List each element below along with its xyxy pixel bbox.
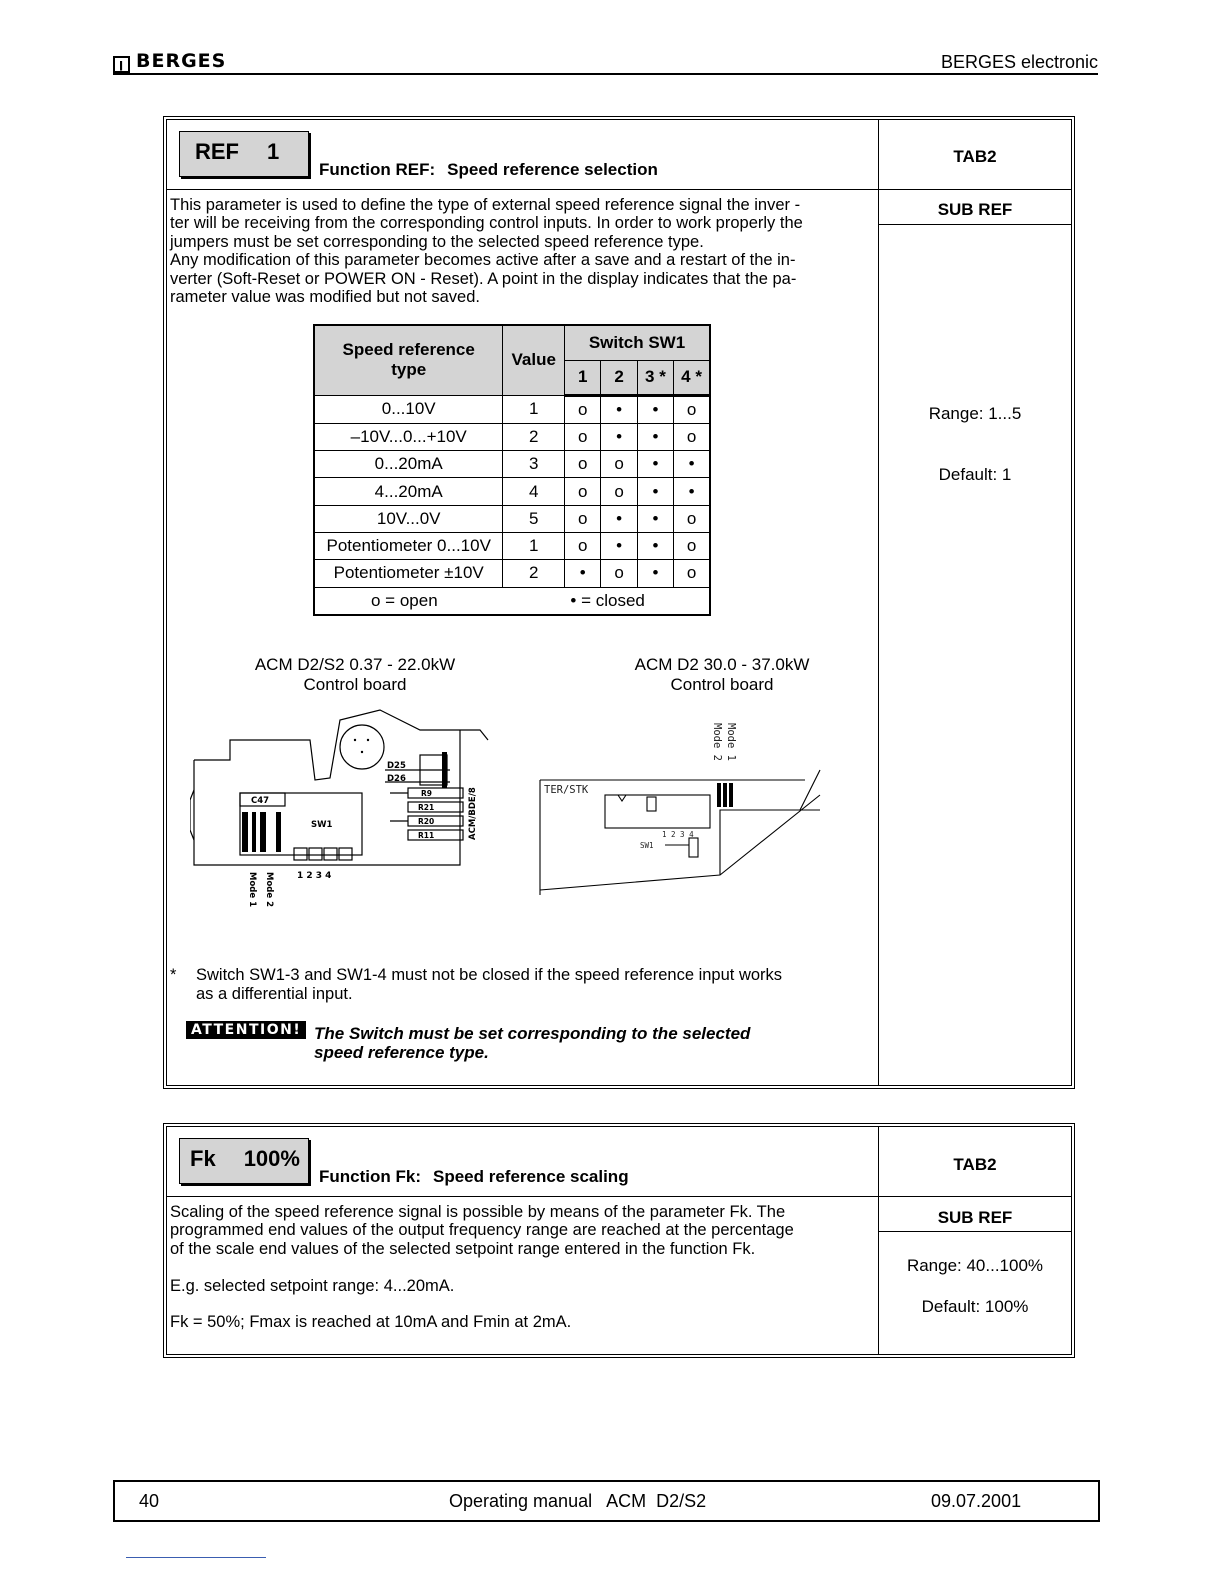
- cell-type: Potentiometer 0...10V: [314, 532, 503, 559]
- attention-badge: ATTENTION!: [186, 1021, 306, 1039]
- ref-range: Range: 1...5: [928, 404, 1022, 423]
- cell-switch: o: [674, 505, 710, 532]
- board-right-line2: Control board: [670, 675, 774, 694]
- logo-text: BERGES: [136, 50, 227, 72]
- cell-switch: o: [565, 423, 601, 450]
- cell-type: 0...10V: [314, 395, 503, 423]
- fk-description-line: programmed end values of the output frequency range are reached at the percentage: [170, 1221, 794, 1240]
- ref-description-line: ter will be receiving from the corresponding control inputs. In order to work properly the: [170, 214, 803, 233]
- attention-text: [314, 1024, 854, 1062]
- label-r11: R11: [418, 831, 435, 840]
- table-row: [314, 505, 710, 532]
- label-mode1: Mode 1: [247, 872, 257, 908]
- ref-function-title: [319, 160, 658, 180]
- fk-description-line: Scaling of the speed reference signal is possible by means of the parameter Fk. The: [170, 1203, 786, 1221]
- ref-description-line: rameter value was modified but not saved.: [170, 288, 480, 307]
- fk-example: E.g. selected setpoint range: 4...20mA.: [170, 1277, 455, 1295]
- control-board-diagram-left: [190, 700, 500, 920]
- col-switch-1: 1: [565, 360, 601, 395]
- col-switch-sw1: Switch SW1: [565, 325, 710, 360]
- board-right-line1: ACM D2 30.0 - 37.0kW: [634, 655, 810, 674]
- cell-switch: •: [637, 451, 673, 478]
- label-switch-numbers: 1 2 3 4: [297, 871, 332, 881]
- label-r20: R20: [418, 817, 435, 826]
- table-row: [314, 478, 710, 505]
- ref-column-divider: [878, 119, 879, 1086]
- note-star: *: [170, 966, 177, 984]
- legend-closed: • = closed: [570, 590, 645, 610]
- cell-type: 10V...0V: [314, 505, 503, 532]
- table-legend-row: [314, 587, 710, 615]
- cell-type: –10V...0...+10V: [314, 423, 503, 450]
- ref-default: Default: 1: [938, 465, 1012, 484]
- cell-switch: o: [601, 478, 637, 505]
- switch-sw1-table: [313, 324, 711, 616]
- cell-switch: •: [637, 395, 673, 423]
- footer-link-rule: [126, 1557, 266, 1558]
- fk-formula: Fk = 50%; Fmax is reached at 10mA and Fmin at 2mA.: [170, 1313, 572, 1331]
- legend-open: o = open: [371, 590, 438, 610]
- fk-badge-name: Fk: [190, 1146, 216, 1171]
- differential-input-note: [196, 966, 866, 1003]
- label-ter-stk: TER/STK: [544, 784, 589, 796]
- cell-switch: •: [637, 505, 673, 532]
- cell-switch: •: [637, 478, 673, 505]
- cell-switch: •: [601, 532, 637, 559]
- board-label-left: [226, 655, 484, 695]
- col-switch-4: 4 *: [674, 360, 710, 395]
- cell-switch: •: [601, 395, 637, 423]
- fk-function-name: Speed reference scaling: [432, 1167, 629, 1186]
- fk-parameter-badge: [179, 1138, 309, 1184]
- label-r21: R21: [418, 803, 435, 812]
- page-footer: [113, 1480, 1100, 1522]
- cell-switch: o: [565, 532, 601, 559]
- cell-switch: •: [674, 478, 710, 505]
- table-row: [314, 451, 710, 478]
- fk-description: [170, 1203, 875, 1258]
- fk-header-divider: [166, 1196, 1072, 1197]
- label-acm-bde: ACM/BDE/8: [468, 787, 478, 840]
- ref-sub-divider: [878, 224, 1072, 225]
- ref-tab-label: TAB2: [953, 147, 997, 166]
- fk-range: Range: 40...100%: [906, 1256, 1044, 1275]
- cell-value: 3: [503, 451, 565, 478]
- cell-switch: o: [601, 560, 637, 587]
- label-right-switch-numbers: 1 2 3 4: [662, 830, 694, 839]
- label-right-sw1: SW1: [640, 841, 654, 850]
- cell-type: 0...20mA: [314, 451, 503, 478]
- cell-switch: o: [565, 451, 601, 478]
- col-speed-reference-type: Speed reference type: [314, 325, 503, 395]
- table-row: [314, 395, 710, 423]
- cell-switch: o: [565, 478, 601, 505]
- label-right-mode1: Mode 1: [725, 723, 737, 761]
- board-label-right: [602, 655, 842, 695]
- cell-switch: •: [637, 532, 673, 559]
- cell-switch: o: [674, 560, 710, 587]
- ref-description-line: This parameter is used to define the type of external speed reference signal the inver -: [170, 196, 801, 214]
- page-number: 40: [139, 1491, 160, 1511]
- cell-switch: •: [601, 423, 637, 450]
- berges-logo-icon: ꞁ: [113, 56, 130, 73]
- company-name: BERGES electronic: [940, 52, 1098, 72]
- fk-function-label: Function Fk:: [319, 1167, 421, 1186]
- ref-description-line: Any modification of this parameter becomes active after a save and a restart of the in-: [170, 251, 796, 270]
- cell-value: 1: [503, 395, 565, 423]
- label-c47: C47: [251, 796, 270, 806]
- note-line: as a differential input.: [196, 984, 353, 1003]
- header-rule: [113, 73, 1098, 75]
- note-line: Switch SW1-3 and SW1-4 must not be closed if the speed reference input works: [196, 966, 783, 984]
- ref-badge-value: 1: [267, 139, 280, 164]
- ref-function-name: Speed reference selection: [447, 160, 658, 179]
- fk-function-title: [319, 1167, 629, 1187]
- fk-default: Default: 100%: [921, 1297, 1029, 1316]
- cell-type: 4...20mA: [314, 478, 503, 505]
- cell-switch: o: [674, 395, 710, 423]
- ref-sub-label: SUB REF: [937, 200, 1013, 219]
- table-row: [314, 560, 710, 587]
- board-left-line2: Control board: [303, 675, 407, 694]
- cell-switch: o: [674, 423, 710, 450]
- cell-value: 2: [503, 560, 565, 587]
- fk-description-line: of the scale end values of the selected setpoint range entered in the function Fk.: [170, 1239, 756, 1258]
- fk-sub-divider: [878, 1231, 1072, 1232]
- manual-date: 09.07.2001: [931, 1491, 1022, 1511]
- col-switch-3: 3 *: [637, 360, 673, 395]
- ref-badge-name: REF: [195, 139, 239, 164]
- fk-tab-label: TAB2: [953, 1155, 997, 1174]
- cell-switch: o: [565, 395, 601, 423]
- label-d26: D26: [387, 774, 406, 784]
- ref-function-label: Function REF:: [319, 160, 436, 179]
- fk-sub-label: SUB REF: [937, 1208, 1013, 1227]
- ref-description: [170, 196, 875, 306]
- label-mode2: Mode 2: [264, 872, 274, 908]
- cell-switch: o: [601, 451, 637, 478]
- cell-type: Potentiometer ±10V: [314, 560, 503, 587]
- fk-badge-value: 100%: [243, 1146, 300, 1171]
- berges-logo: [113, 50, 226, 73]
- table-legend: [314, 587, 710, 615]
- col-switch-2: 2: [601, 360, 637, 395]
- col-value: Value: [503, 325, 565, 395]
- cell-switch: •: [674, 451, 710, 478]
- cell-value: 4: [503, 478, 565, 505]
- label-right-mode2: Mode 2: [711, 723, 723, 761]
- ref-description-line: verter (Soft-Reset or POWER ON - Reset). A point in the display indicates that the pa-: [170, 269, 797, 288]
- ref-description-line: jumpers must be set corresponding to the selected speed reference type.: [170, 232, 704, 251]
- board-left-line1: ACM D2/S2 0.37 - 22.0kW: [254, 655, 456, 674]
- control-board-diagram-right: [530, 715, 830, 900]
- cell-switch: •: [637, 560, 673, 587]
- cell-switch: o: [565, 505, 601, 532]
- label-sw1: SW1: [311, 820, 333, 830]
- cell-value: 5: [503, 505, 565, 532]
- cell-switch: o: [674, 532, 710, 559]
- attention-line: The Switch must be set corresponding to the selected: [314, 1024, 751, 1043]
- manual-title: Operating manual ACM D2/S2: [449, 1491, 707, 1511]
- table-row: [314, 532, 710, 559]
- ref-header-divider: [166, 189, 1072, 190]
- cell-switch: •: [637, 423, 673, 450]
- ref-parameter-badge: [179, 131, 309, 177]
- cell-switch: •: [601, 505, 637, 532]
- cell-switch: •: [565, 560, 601, 587]
- attention-line: speed reference type.: [314, 1043, 489, 1062]
- table-row: [314, 423, 710, 450]
- label-d25: D25: [387, 761, 406, 771]
- label-r9: R9: [421, 789, 432, 798]
- cell-value: 2: [503, 423, 565, 450]
- cell-value: 1: [503, 532, 565, 559]
